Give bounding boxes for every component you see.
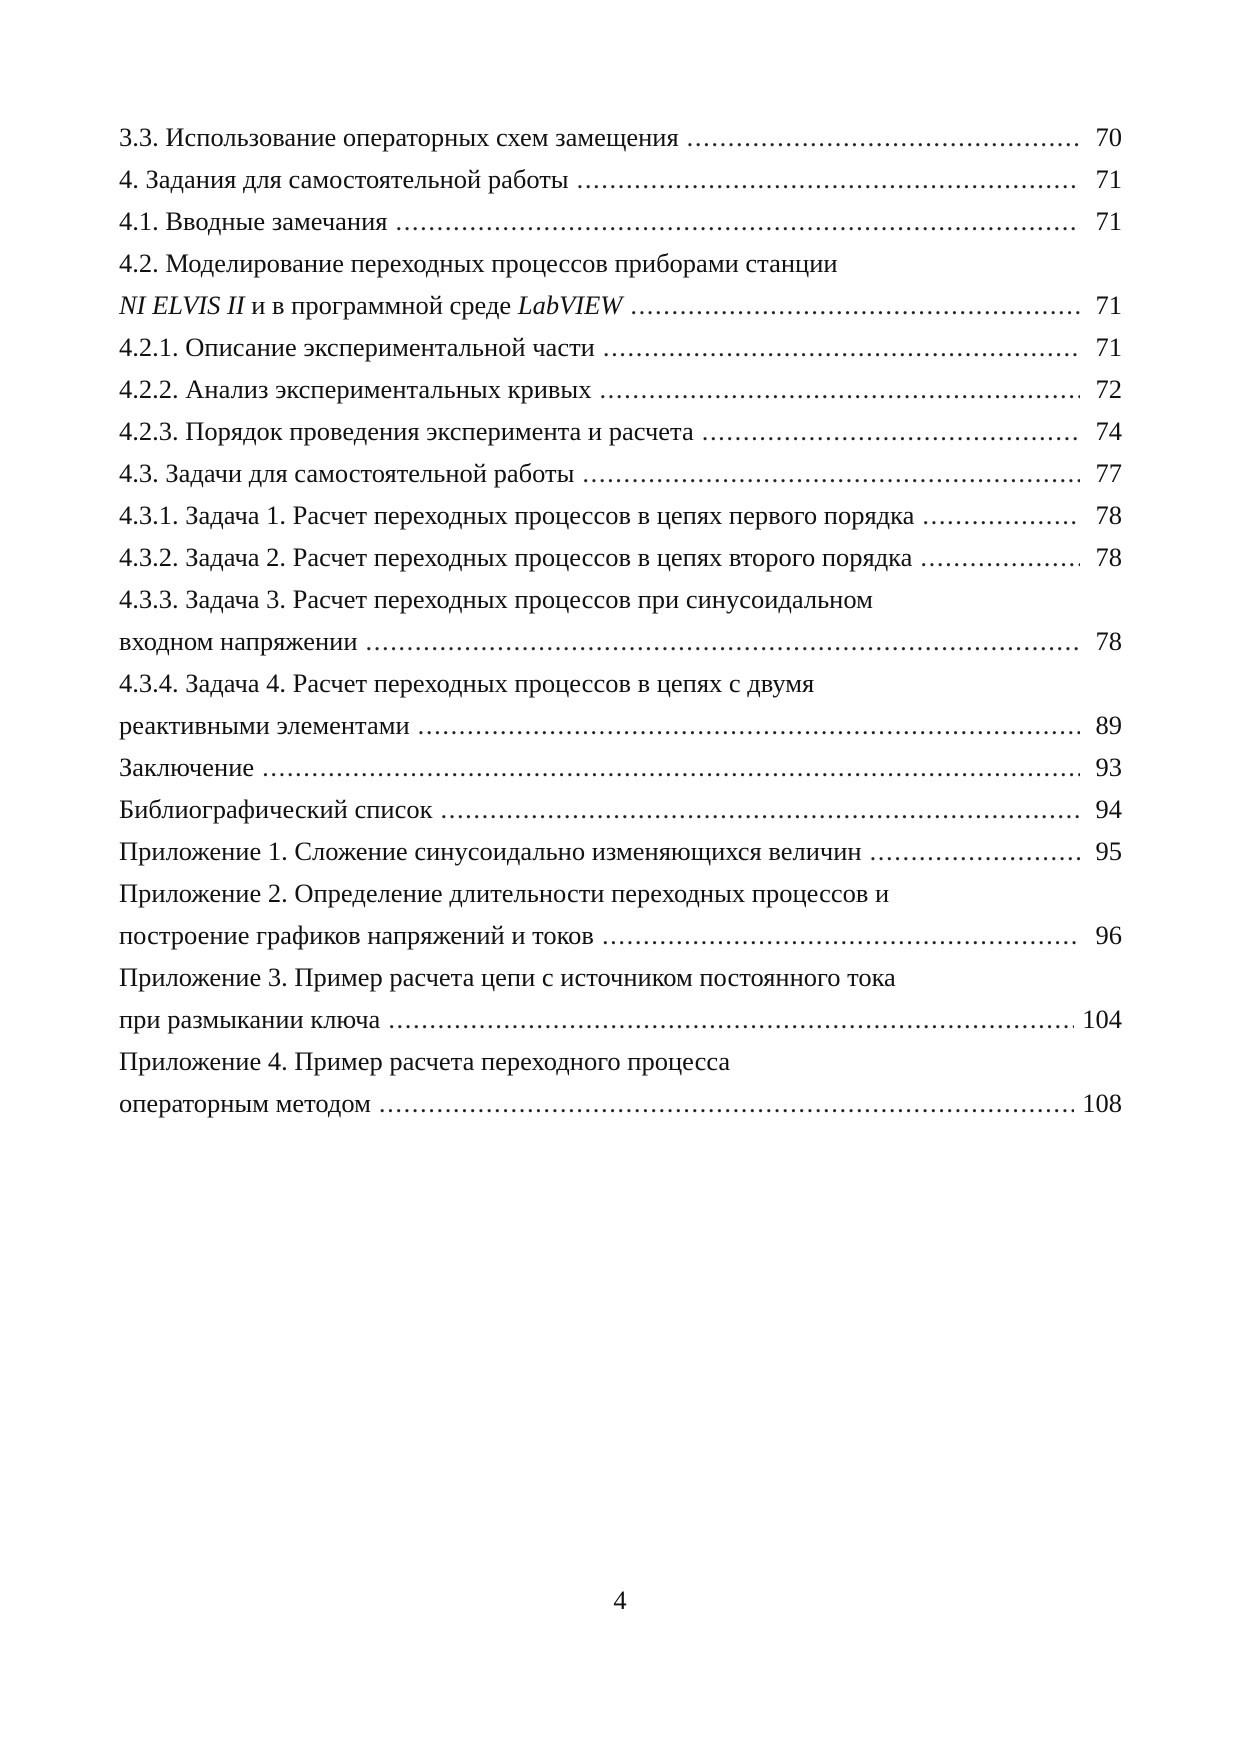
toc-entry-page: 78 [1095, 542, 1122, 572]
toc-dot-leader [577, 158, 1080, 200]
toc-entry-page: 70 [1095, 122, 1122, 152]
toc-entry [119, 872, 1122, 914]
toc-entry-title-part: NI ELVIS II [119, 290, 245, 320]
toc-entry [119, 242, 1122, 284]
toc-entry-title: 4.2.3. Порядок проведения эксперимента и расчета [119, 416, 694, 446]
toc-entry-page: 78 [1095, 500, 1122, 530]
toc-entry-page: 94 [1095, 794, 1122, 824]
toc-entry [119, 914, 1122, 956]
toc-entry [119, 158, 1122, 200]
toc-entry-page: 89 [1095, 710, 1122, 740]
toc-dot-leader [582, 452, 1080, 494]
toc-entry-title: операторным методом [119, 1088, 371, 1118]
toc-dot-leader [630, 284, 1080, 326]
toc-entry-title: Приложение 1. Сложение синусоидально изменяющихся величин [119, 836, 862, 866]
toc-entry-title: реактивными элементами [119, 710, 410, 740]
toc-entry [119, 536, 1122, 578]
toc-entry-title: Приложение 4. Пример расчета переходного процесса [119, 1046, 731, 1076]
toc-entry [119, 1082, 1122, 1124]
toc-dot-leader [262, 746, 1080, 788]
toc-dot-leader [687, 116, 1080, 158]
toc-entry [119, 200, 1122, 242]
toc-entry-page: 108 [1082, 1088, 1122, 1118]
toc-entry-page: 77 [1095, 458, 1122, 488]
toc-dot-leader [602, 914, 1080, 956]
toc-entry [119, 830, 1122, 872]
toc-entry-title: построение графиков напряжений и токов [119, 920, 594, 950]
toc-dot-leader [418, 704, 1080, 746]
toc-entry [119, 452, 1122, 494]
toc-dot-leader [366, 620, 1080, 662]
toc-entry-title: 4.2.1. Описание экспериментальной части [119, 332, 595, 362]
toc-entry-title: входном напряжении [119, 626, 358, 656]
toc-entry [119, 746, 1122, 788]
toc-entry-title: при размыкании ключа [119, 1004, 381, 1034]
toc-entry-title: 4.3.3. Задача 3. Расчет переходных процессов при синусоидальном [119, 584, 873, 614]
toc-entry-title: Библиографический список [119, 794, 433, 824]
toc-entry [119, 998, 1122, 1040]
toc-entry-title: 3.3. Использование операторных схем замещения [119, 122, 679, 152]
toc-dot-leader [379, 1082, 1074, 1124]
toc-entry-title-part: LabVIEW [517, 290, 623, 320]
toc-entry [119, 410, 1122, 452]
toc-dot-leader [702, 410, 1080, 452]
toc-entry [119, 326, 1122, 368]
toc-entry-title: 4.3.4. Задача 4. Расчет переходных процессов в цепях с двумя [119, 668, 815, 698]
toc-entry-page: 71 [1095, 206, 1122, 236]
toc-entry-title: 4. Задания для самостоятельной работы [119, 164, 569, 194]
toc-entry [119, 578, 1122, 620]
toc-entry [119, 284, 1122, 326]
toc-entry-title: 4.2.2. Анализ экспериментальных кривых [119, 374, 592, 404]
toc-entry-page: 93 [1095, 752, 1122, 782]
toc-entry-title [119, 284, 622, 326]
toc-entry-page: 71 [1095, 332, 1122, 362]
toc-dot-leader [395, 200, 1080, 242]
toc-entry-page: 95 [1095, 836, 1122, 866]
toc-entry [119, 662, 1122, 704]
toc-entry-page: 72 [1095, 374, 1122, 404]
toc-dot-leader [388, 998, 1074, 1040]
toc-entry-title: 4.3. Задачи для самостоятельной работы [119, 458, 575, 488]
toc-entry-title: Приложение 3. Пример расчета цепи с источником постоянного тока [119, 962, 896, 992]
toc-dot-leader [922, 494, 1080, 536]
toc-entry-title: 4.3.2. Задача 2. Расчет переходных процессов в цепях второго порядка [119, 542, 913, 572]
toc-entry-title: 4.3.1. Задача 1. Расчет переходных процессов в цепях первого порядка [119, 500, 915, 530]
toc-entry-title: 4.1. Вводные замечания [119, 206, 388, 236]
toc-entry [119, 620, 1122, 662]
toc-entry [119, 368, 1122, 410]
toc-dot-leader [870, 830, 1080, 872]
page-number: 4 [613, 1585, 627, 1615]
toc-entry [119, 956, 1122, 998]
toc-entry-title: 4.2. Моделирование переходных процессов приборами станции [119, 248, 838, 278]
toc-entry-page: 78 [1095, 626, 1122, 656]
toc-entry-page: 96 [1095, 920, 1122, 950]
toc-entry-title-part: и в программной среде [244, 290, 518, 320]
toc-dot-leader [441, 788, 1081, 830]
toc-entry [119, 494, 1122, 536]
toc-dot-leader [920, 536, 1080, 578]
toc-entry-page: 74 [1095, 416, 1122, 446]
toc-dot-leader [603, 326, 1080, 368]
table-of-contents [119, 116, 1122, 1124]
toc-entry-page: 71 [1095, 164, 1122, 194]
toc-entry-title: Приложение 2. Определение длительности переходных процессов и [119, 878, 890, 908]
toc-entry-title: Заключение [119, 752, 255, 782]
toc-entry [119, 788, 1122, 830]
toc-entry-page: 104 [1082, 1004, 1122, 1034]
toc-entry-page: 71 [1095, 290, 1122, 320]
toc-entry [119, 704, 1122, 746]
toc-entry [119, 1040, 1122, 1082]
toc-entry [119, 116, 1122, 158]
toc-dot-leader [599, 368, 1080, 410]
